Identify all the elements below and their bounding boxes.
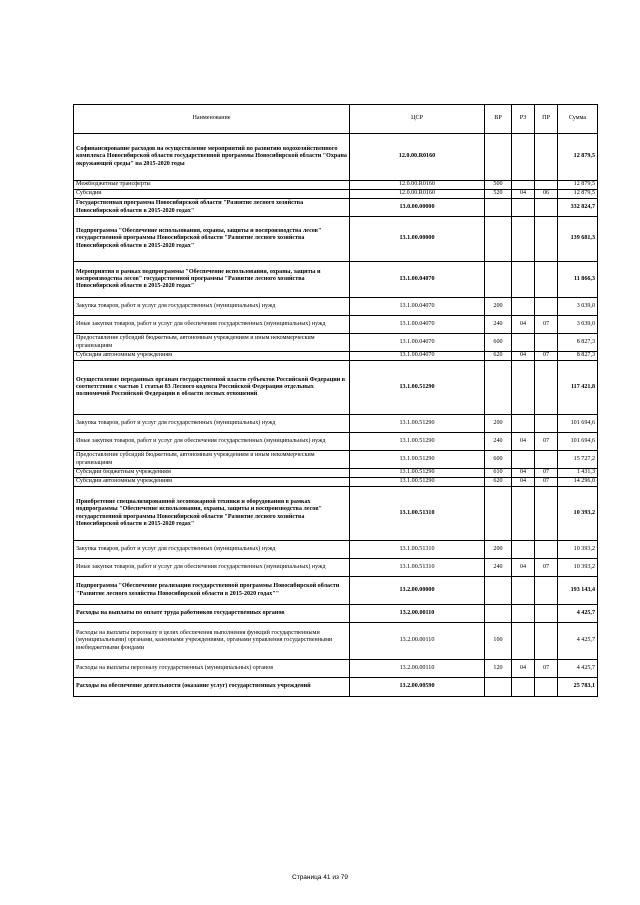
row-name: Приобретение специализированной лесопожарной техники и оборудования в рамках подпрограммы "Обеспечение использования, охраны, защиты и воспроизводства лесов" государственной программы Новосибирской области "Развитие лесного хозяйства Новосибирской области в 2015-2020 годах" bbox=[74, 487, 350, 541]
row-rz bbox=[512, 623, 535, 660]
row-rz: 04 bbox=[512, 352, 535, 361]
row-name: Осуществление переданных органам государственной власти субъектов Российской Федерации в соответствии с частью 1 статьи 83 Лесного кодекса Российской Федерации отдельных полномочий Российской Федерации в области лесных отношений bbox=[74, 361, 350, 415]
table-row bbox=[74, 541, 598, 559]
row-name: Субсидии автономным учреждениям bbox=[74, 352, 350, 361]
row-sum: 10 393,2 bbox=[558, 487, 598, 541]
row-sum: 3 039,0 bbox=[558, 316, 598, 334]
row-name: Подпрограмма "Обеспечение реализации государственной программы Новосибирской области "Развитие лесного хозяйства Новосибирской области в 2015-2020 годах"" bbox=[74, 577, 350, 605]
table-row bbox=[74, 433, 598, 451]
row-vr bbox=[485, 199, 512, 217]
row-name: Софинансирование расходов на осуществление мероприятий по развитию водохозяйственного комплекса Новосибирской области государственной программы Новосибирской области "Охрана окружающей среды" на 2015-2020 годы bbox=[74, 134, 350, 181]
row-vr bbox=[485, 605, 512, 623]
row-sum: 193 143,4 bbox=[558, 577, 598, 605]
row-csr: 13.1.00.51310 bbox=[350, 559, 485, 577]
table-row bbox=[74, 660, 598, 678]
row-vr: 240 bbox=[485, 433, 512, 451]
row-csr: 13.1.00.51290 bbox=[350, 415, 485, 433]
row-sum: 101 694,6 bbox=[558, 433, 598, 451]
table-row bbox=[74, 559, 598, 577]
row-pr bbox=[535, 415, 558, 433]
row-rz bbox=[512, 605, 535, 623]
row-name: Расходы на выплаты персоналу в целях обеспечения выполнения функций государственными (муниципальными) органами, казенными учреждениями, органами управления государственными внебюджетными фондами bbox=[74, 623, 350, 660]
row-pr: 07 bbox=[535, 660, 558, 678]
row-sum: 117 421,8 bbox=[558, 361, 598, 415]
row-name: Расходы на обеспечение деятельности (оказание услуг) государственных учреждений bbox=[74, 678, 350, 697]
row-vr: 620 bbox=[485, 478, 512, 487]
table-row bbox=[74, 199, 598, 217]
row-pr: 07 bbox=[535, 559, 558, 577]
header-rz: РЗ bbox=[512, 105, 535, 134]
row-vr bbox=[485, 577, 512, 605]
row-name: Мероприятия в рамках подпрограммы "Обеспечение использования, охраны, защиты и воспроизводства лесов" государственной программы "Развитие лесного хозяйства Новосибирской области в 2015-2020 годах" bbox=[74, 262, 350, 298]
row-rz: 04 bbox=[512, 478, 535, 487]
row-name: Иные закупки товаров, работ и услуг для обеспечения государственных (муниципальных) нужд bbox=[74, 559, 350, 577]
row-pr bbox=[535, 577, 558, 605]
row-name: Подпрограмма "Обеспечение использования, охраны, защиты и воспроизводства лесов" государственной программы Новосибирской области "Развитие лесного хозяйства Новосибирской области в 2015-2020 годах" bbox=[74, 217, 350, 262]
row-vr: 200 bbox=[485, 298, 512, 316]
row-pr bbox=[535, 487, 558, 541]
row-name: Расходы на выплаты персоналу государственных (муниципальных) органов bbox=[74, 660, 350, 678]
row-pr bbox=[535, 217, 558, 262]
row-csr: 13.1.00.04070 bbox=[350, 298, 485, 316]
row-name: Закупка товаров, работ и услуг для государственных (муниципальных) нужд bbox=[74, 415, 350, 433]
row-csr: 13.1.00.51290 bbox=[350, 361, 485, 415]
row-vr: 240 bbox=[485, 559, 512, 577]
row-rz bbox=[512, 361, 535, 415]
row-vr bbox=[485, 487, 512, 541]
row-name: Закупка товаров, работ и услуг для государственных (муниципальных) нужд bbox=[74, 298, 350, 316]
header-pr: ПР bbox=[535, 105, 558, 134]
header-sum: Сумма bbox=[558, 105, 598, 134]
row-rz bbox=[512, 181, 535, 190]
row-rz: 04 bbox=[512, 316, 535, 334]
row-sum: 25 783,1 bbox=[558, 678, 598, 697]
row-vr: 240 bbox=[485, 316, 512, 334]
row-sum: 14 296,0 bbox=[558, 478, 598, 487]
row-rz bbox=[512, 199, 535, 217]
row-name: Предоставление субсидий бюджетным, автономным учреждениям и иным некоммерческим организациям bbox=[74, 451, 350, 469]
row-name: Субсидии bbox=[74, 190, 350, 199]
row-name: Межбюджетные трансферты bbox=[74, 181, 350, 190]
table-row bbox=[74, 217, 598, 262]
row-rz bbox=[512, 451, 535, 469]
row-sum: 3 039,0 bbox=[558, 298, 598, 316]
row-csr: 13.1.00.04070 bbox=[350, 262, 485, 298]
row-csr: 13.2.00.00110 bbox=[350, 623, 485, 660]
row-pr bbox=[535, 451, 558, 469]
table-row bbox=[74, 487, 598, 541]
page-number: Страница 41 из 79 bbox=[292, 874, 348, 881]
row-sum: 4 425,7 bbox=[558, 623, 598, 660]
row-sum: 12 879,5 bbox=[558, 134, 598, 181]
table-row bbox=[74, 181, 598, 190]
table-header-row bbox=[74, 105, 598, 134]
row-vr bbox=[485, 361, 512, 415]
table-row bbox=[74, 262, 598, 298]
row-pr: 07 bbox=[535, 433, 558, 451]
row-pr bbox=[535, 134, 558, 181]
row-name: Субсидии бюджетным учреждениям bbox=[74, 469, 350, 478]
row-vr: 120 bbox=[485, 660, 512, 678]
table-row bbox=[74, 478, 598, 487]
row-rz bbox=[512, 334, 535, 352]
row-pr: 07 bbox=[535, 316, 558, 334]
row-vr: 100 bbox=[485, 623, 512, 660]
row-csr: 12.0.00.R0160 bbox=[350, 181, 485, 190]
row-csr: 12.0.00.R0160 bbox=[350, 134, 485, 181]
row-csr: 13.1.00.51290 bbox=[350, 451, 485, 469]
row-csr: 13.2.00.00110 bbox=[350, 660, 485, 678]
table-row bbox=[74, 298, 598, 316]
row-pr bbox=[535, 199, 558, 217]
row-sum: 332 824,7 bbox=[558, 199, 598, 217]
row-sum: 4 425,7 bbox=[558, 605, 598, 623]
row-vr bbox=[485, 262, 512, 298]
row-rz bbox=[512, 577, 535, 605]
row-sum: 12 879,5 bbox=[558, 190, 598, 199]
row-sum: 12 879,5 bbox=[558, 181, 598, 190]
row-pr bbox=[535, 298, 558, 316]
row-sum: 101 694,6 bbox=[558, 415, 598, 433]
row-sum: 1 431,3 bbox=[558, 469, 598, 478]
row-csr: 13.1.00.00000 bbox=[350, 217, 485, 262]
table-row bbox=[74, 415, 598, 433]
row-sum: 4 425,7 bbox=[558, 660, 598, 678]
row-name: Иные закупки товаров, работ и услуг для обеспечения государственных (муниципальных) нужд bbox=[74, 316, 350, 334]
row-rz bbox=[512, 415, 535, 433]
row-pr bbox=[535, 605, 558, 623]
row-pr bbox=[535, 334, 558, 352]
row-vr: 200 bbox=[485, 541, 512, 559]
table-row bbox=[74, 334, 598, 352]
row-rz: 04 bbox=[512, 190, 535, 199]
row-csr: 13.2.00.00110 bbox=[350, 605, 485, 623]
row-sum: 139 681,3 bbox=[558, 217, 598, 262]
row-pr bbox=[535, 623, 558, 660]
row-vr: 620 bbox=[485, 352, 512, 361]
table-row bbox=[74, 316, 598, 334]
row-rz bbox=[512, 134, 535, 181]
row-rz bbox=[512, 487, 535, 541]
row-vr: 600 bbox=[485, 451, 512, 469]
header-vr: ВР bbox=[485, 105, 512, 134]
row-name: Предоставление субсидий бюджетным, автономным учреждениям и иным некоммерческим организациям bbox=[74, 334, 350, 352]
row-name: Государственная программа Новосибирской области "Развитие лесного хозяйства Новосибирской области в 2015-2020 годах" bbox=[74, 199, 350, 217]
row-vr: 610 bbox=[485, 469, 512, 478]
row-sum: 10 393,2 bbox=[558, 541, 598, 559]
row-vr: 500 bbox=[485, 181, 512, 190]
table-row bbox=[74, 577, 598, 605]
row-rz bbox=[512, 217, 535, 262]
row-vr: 520 bbox=[485, 190, 512, 199]
table-row bbox=[74, 469, 598, 478]
row-vr bbox=[485, 217, 512, 262]
row-sum: 10 393,2 bbox=[558, 559, 598, 577]
row-pr bbox=[535, 541, 558, 559]
row-csr: 13.1.00.51290 bbox=[350, 469, 485, 478]
table-row bbox=[74, 361, 598, 415]
row-pr bbox=[535, 262, 558, 298]
row-rz: 04 bbox=[512, 433, 535, 451]
header-csr: ЦСР bbox=[350, 105, 485, 134]
row-csr: 13.2.00.00000 bbox=[350, 577, 485, 605]
budget-table bbox=[73, 104, 598, 697]
row-csr: 13.1.00.51290 bbox=[350, 433, 485, 451]
row-csr: 13.1.00.04070 bbox=[350, 334, 485, 352]
row-sum: 8 827,3 bbox=[558, 334, 598, 352]
row-name: Субсидии автономным учреждениям bbox=[74, 478, 350, 487]
row-vr bbox=[485, 678, 512, 697]
row-csr: 13.2.00.00590 bbox=[350, 678, 485, 697]
row-csr: 13.1.00.51310 bbox=[350, 487, 485, 541]
row-rz: 04 bbox=[512, 660, 535, 678]
row-rz bbox=[512, 678, 535, 697]
row-csr: 13.1.00.51310 bbox=[350, 541, 485, 559]
table-row bbox=[74, 134, 598, 181]
row-rz bbox=[512, 262, 535, 298]
row-pr bbox=[535, 361, 558, 415]
row-csr: 12.0.00.R0160 bbox=[350, 190, 485, 199]
table-row bbox=[74, 678, 598, 697]
row-pr: 06 bbox=[535, 190, 558, 199]
row-vr bbox=[485, 134, 512, 181]
row-rz bbox=[512, 298, 535, 316]
row-sum: 8 827,3 bbox=[558, 352, 598, 361]
row-csr: 13.1.00.04070 bbox=[350, 352, 485, 361]
row-pr bbox=[535, 678, 558, 697]
row-csr: 13.0.00.00000 bbox=[350, 199, 485, 217]
row-rz: 04 bbox=[512, 469, 535, 478]
table-row bbox=[74, 190, 598, 199]
table-row bbox=[74, 352, 598, 361]
table-row bbox=[74, 623, 598, 660]
row-rz: 04 bbox=[512, 559, 535, 577]
row-pr bbox=[535, 181, 558, 190]
row-vr: 200 bbox=[485, 415, 512, 433]
row-sum: 15 727,2 bbox=[558, 451, 598, 469]
row-name: Расходы на выплаты по оплате труда работников государственных органов bbox=[74, 605, 350, 623]
row-pr: 07 bbox=[535, 352, 558, 361]
row-csr: 13.1.00.51290 bbox=[350, 478, 485, 487]
table-row bbox=[74, 451, 598, 469]
row-name: Закупка товаров, работ и услуг для государственных (муниципальных) нужд bbox=[74, 541, 350, 559]
row-rz bbox=[512, 541, 535, 559]
table-row bbox=[74, 605, 598, 623]
row-sum: 11 866,3 bbox=[558, 262, 598, 298]
row-vr: 600 bbox=[485, 334, 512, 352]
row-pr: 07 bbox=[535, 469, 558, 478]
row-csr: 13.1.00.04070 bbox=[350, 316, 485, 334]
row-name: Иные закупки товаров, работ и услуг для обеспечения государственных (муниципальных) нужд bbox=[74, 433, 350, 451]
header-name: Наименование bbox=[74, 105, 350, 134]
row-pr: 07 bbox=[535, 478, 558, 487]
